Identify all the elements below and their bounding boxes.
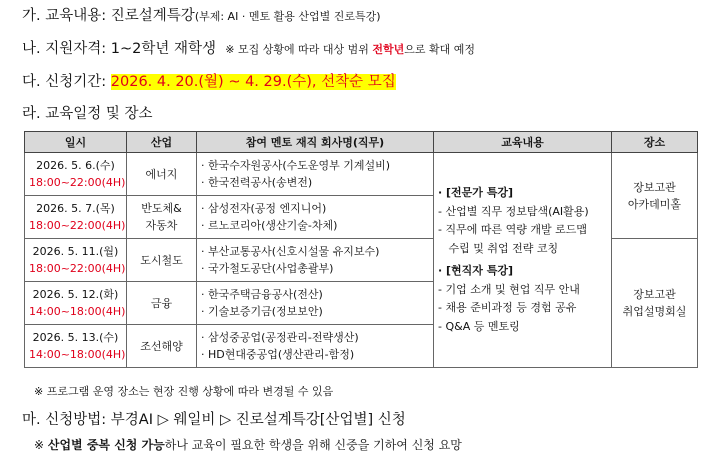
cell-mentors	[197, 239, 434, 282]
cell-industry: 반도체& 자동차	[127, 196, 197, 239]
header-content: 교육내용	[434, 132, 612, 153]
schedule-table	[24, 131, 698, 368]
footer-rest: 하나 교육이 필요한 학생을 위해 신중을 기하여 신청 요망	[164, 438, 462, 452]
line-schedule-heading	[22, 102, 153, 123]
label-eligibility: 지원자격:	[45, 41, 107, 57]
edu-item: - 산업별 직무 정보탐색(AI활용)	[438, 204, 589, 218]
note-bold-all-grades: 전학년	[372, 43, 405, 56]
cell-mentors	[197, 196, 434, 239]
date-text: 2026. 5. 13.(수)	[32, 331, 119, 344]
table-note: ※ 프로그램 운영 장소는 현장 진행 상황에 따라 변경될 수 있음	[34, 385, 334, 398]
cell-industry: 금융	[127, 282, 197, 325]
value-application-method: 부경AI ▷ 웨일비 ▷ 진로설계특강[산업별] 신청	[110, 412, 406, 428]
mentor-item: · 한국주택금융공사(전산)	[201, 288, 323, 301]
edu-item: - 직무에 따른 역량 개발 로드맵	[438, 223, 587, 236]
time-text: 14:00~18:00(4H)	[29, 305, 126, 318]
header-datetime: 일시	[25, 132, 127, 153]
period-suffix: , 선착순 모집	[311, 74, 396, 90]
label-schedule-place: 교육일정 및 장소	[45, 106, 153, 122]
label-application-period: 신청기간:	[45, 74, 107, 90]
edu-item: 수립 및 취업 전략 코칭	[438, 241, 559, 255]
mentor-item: · 삼성중공업(공정관리-전략생산)	[201, 331, 359, 344]
cell-place-job-fair-room: 장보고관 취업설명회실	[612, 239, 698, 368]
date-text: 2026. 5. 12.(화)	[32, 288, 119, 301]
application-period-highlight	[111, 74, 396, 90]
period-dates: 2026. 4. 20.(월) ~ 4. 29.(수)	[110, 74, 312, 90]
marker-ra: 라.	[22, 106, 41, 122]
mentor-item: · HD현대중공업(생산관리-함정)	[201, 348, 355, 361]
table-header-row	[25, 132, 698, 153]
time-text: 18:00~22:00(4H)	[29, 262, 126, 275]
cell-datetime	[25, 325, 127, 368]
marker-da: 다.	[22, 74, 41, 90]
footer-note	[34, 436, 462, 453]
note-post: 으로 확대 예정	[404, 43, 475, 56]
date-text: 2026. 5. 7.(목)	[36, 202, 115, 215]
mentor-item: · 한국전력공사(송변전)	[201, 176, 313, 189]
header-place: 장소	[612, 132, 698, 153]
mentor-item: · 기술보증기금(정보보안)	[201, 305, 323, 318]
label-education-content: 교육내용:	[45, 8, 107, 24]
marker-ga: 가.	[22, 8, 41, 24]
cell-industry: 조선해양	[127, 325, 197, 368]
cell-industry: 에너지	[127, 153, 197, 196]
edu-item: - Q&A 등 멘토링	[438, 319, 520, 333]
marker-ma: 마.	[22, 412, 41, 428]
time-text: 18:00~22:00(4H)	[29, 219, 126, 232]
footer-bold: 산업별 중복 신청 가능	[47, 438, 165, 452]
table-row	[25, 153, 698, 196]
header-industry: 산업	[127, 132, 197, 153]
value-education-content: 진로설계특강	[110, 8, 195, 24]
header-mentor: 참여 멘토 재직 회사명(직무)	[197, 132, 434, 153]
cell-datetime	[25, 196, 127, 239]
cell-datetime	[25, 239, 127, 282]
line-eligibility	[22, 37, 475, 58]
date-text: 2026. 5. 6.(수)	[36, 159, 115, 172]
time-text: 14:00~18:00(4H)	[29, 348, 126, 361]
cell-education-content	[434, 153, 612, 368]
line-application-period	[22, 70, 396, 91]
mentor-item: · 부산교통공사(신호시설물 유지보수)	[201, 245, 380, 258]
note-pre: ※ 모집 상황에 따라 대상 범위	[225, 43, 373, 56]
label-application-method: 신청방법:	[45, 412, 107, 428]
footer-prefix: ※	[34, 438, 48, 452]
mentor-item: · 삼성전자(공정 엔지니어)	[201, 202, 327, 215]
subtitle-note: (부제: AI · 멘토 활용 산업별 진로특강)	[194, 10, 381, 23]
cell-datetime	[25, 282, 127, 325]
eligibility-note	[225, 43, 475, 56]
time-text: 18:00~22:00(4H)	[29, 176, 126, 189]
cell-industry: 도시철도	[127, 239, 197, 282]
mentor-item: · 한국수자원공사(수도운영부 기계설비)	[201, 159, 391, 172]
date-text: 2026. 5. 11.(월)	[32, 245, 119, 258]
cell-mentors	[197, 282, 434, 325]
cell-mentors	[197, 153, 434, 196]
edu-item: - 기업 소개 및 현업 직무 안내	[438, 282, 580, 296]
line-application-method	[22, 408, 406, 429]
cell-datetime	[25, 153, 127, 196]
cell-place-academy-hall: 장보고관 아카데미홀	[612, 153, 698, 239]
practitioner-lecture-title: · [현직자 특강]	[438, 264, 514, 277]
expert-lecture-title: · [전문가 특강]	[438, 186, 514, 199]
cell-mentors	[197, 325, 434, 368]
mentor-item: · 르노코리아(생산기술-차체)	[201, 219, 338, 232]
mentor-item: · 국가철도공단(사업총괄부)	[201, 262, 334, 275]
edu-item: - 채용 준비과정 등 경험 공유	[438, 301, 577, 314]
line-education-content	[22, 4, 380, 25]
marker-na: 나.	[22, 41, 41, 57]
value-eligibility: 1~2학년 재학생	[110, 41, 217, 57]
